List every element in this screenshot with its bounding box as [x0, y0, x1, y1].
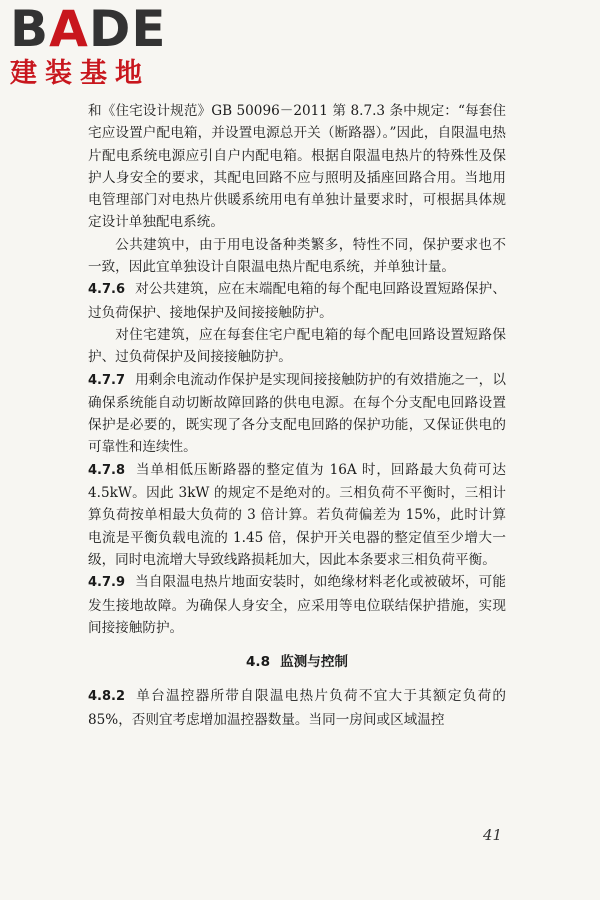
section-number: 4.8: [245, 654, 271, 671]
page-number: 41: [483, 826, 503, 844]
clause-paragraph: [88, 369, 506, 459]
clause-number: 4.8.2: [88, 689, 126, 705]
clause-paragraph: [88, 278, 506, 324]
clause-paragraph: [88, 685, 506, 731]
section-heading: [88, 651, 506, 673]
clause-text: 当单相低压断路器的整定值为 16A 时，回路最大负荷可达 4.5kW。因此 3kW 的规定不是绝对的。三相负荷不平衡时，三相计算负荷按单相最大负荷的 3 倍计算。若负荷偏差为 15%，此时计算电流是平衡负载电流的 1.45 倍，保护开关电器的整定值至少增大一级，同时电流增大导致线路损耗加大，因此本条要求三相负荷平衡。: [88, 461, 506, 568]
logo-letters-de: DE: [88, 0, 167, 58]
page-body: [88, 100, 506, 731]
clause-text: 对公共建筑，应在末端配电箱的每个配电回路设置短路保护、过负荷保护、接地保护及间接接触防护。: [88, 281, 506, 321]
body-paragraph: 和《住宅设计规范》GB 50096－2011 第 8.7.3 条中规定：“每套住宅应设置户配电箱，并设置电源总开关（断路器）。”因此，自限温电热片配电系统电源应引自户内配电箱。根据自限温电热片的特殊性及保护人身安全的要求，其配电回路不应与照明及插座回路合用。当地用电管理部门对电热片供暖系统用电有单独计量要求时，可根据具体规定设计单独配电系统。: [88, 103, 506, 231]
bade-logo: [10, 0, 180, 96]
logo-wordmark: [10, 0, 180, 58]
clause-number: 4.7.9: [88, 575, 126, 591]
clause-text: 当自限温电热片地面安装时，如绝缘材料老化或被破坏，可能发生接地故障。为确保人身安全，应采用等电位联结保护措施，实现间接接触防护。: [88, 574, 506, 636]
clause-text: 用剩余电流动作保护是实现间接接触防护的有效措施之一，以确保系统能自动切断故障回路的供电电源。在每个分支配电回路设置保护是必要的，既实现了各分支配电回路的保护功能，又保证供电的可靠性和连续性。: [88, 371, 506, 456]
logo-letter-a: A: [49, 0, 89, 58]
body-paragraph: 公共建筑中，由于用电设备种类繁多，特性不同，保护要求也不一致，因此宜单独设计自限温电热片配电系统，并单独计量。: [88, 236, 506, 276]
clause-text: 单台温控器所带自限温电热片负荷不宜大于其额定负荷的 85%，否则宜考虑增加温控器数量。当同一房间或区域温控: [88, 688, 506, 728]
clause-number: 4.7.7: [88, 372, 126, 388]
logo-letters-b: B: [10, 0, 50, 58]
clause-paragraph: [88, 571, 506, 639]
clause-paragraph: [88, 459, 506, 571]
logo-subtitle: 建装基地: [10, 58, 150, 89]
section-title: 监测与控制: [280, 654, 349, 671]
clause-number: 4.7.6: [88, 282, 126, 298]
body-paragraph: 对住宅建筑，应在每套住宅户配电箱的每个配电回路设置短路保护、过负荷保护及间接接触防护。: [88, 326, 506, 366]
clause-number: 4.7.8: [88, 462, 126, 478]
